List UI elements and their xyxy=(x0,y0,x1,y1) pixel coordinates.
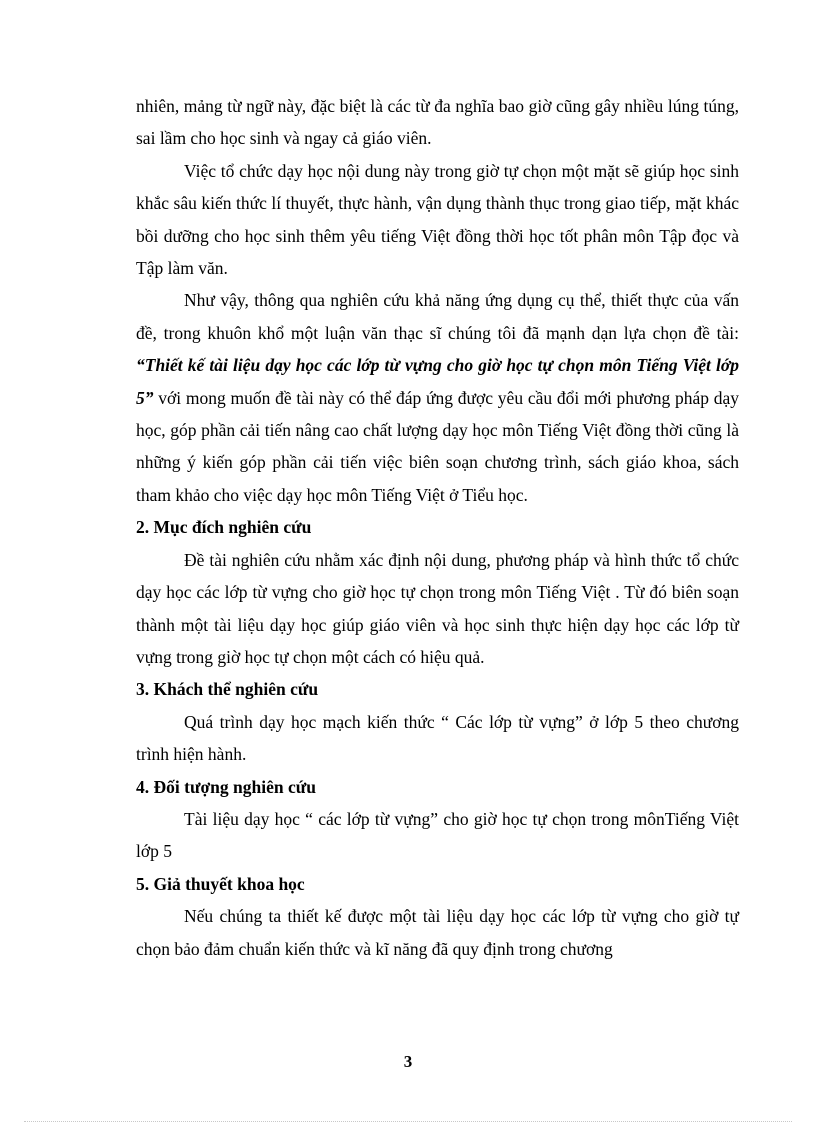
section-heading-object: 3. Khách thể nghiên cứu xyxy=(136,679,319,700)
paragraph-subject: Tài liệu dạy học “ các lớp từ vựng” cho giờ học tự chọn trong mônTiếng Việt lớp 5 xyxy=(136,808,739,862)
paragraph-hypothesis: Nếu chúng ta thiết kế được một tài liệu dạy học các lớp từ vựng cho giờ tự chọn bảo đảm chuẩn kiến thức và kĩ năng đã quy định trong chương xyxy=(136,906,739,959)
section-heading-hypothesis: 5. Giả thuyết khoa học xyxy=(136,873,305,894)
page-number: 3 xyxy=(403,1052,413,1071)
page-bottom-divider xyxy=(24,1121,792,1122)
paragraph-organization: Việc tổ chức dạy học nội dung này trong giờ tự chọn một mặt sẽ giúp học sinh khắc sâu kiến thức lí thuyết, thực hành, vận dụng thành thục trong giao tiếp, mặt khác bồi dưỡng cho học sinh thêm yêu tiếng Việt đồng thời học tốt phân môn Tập đọc và Tập làm văn. xyxy=(136,160,739,279)
section-heading-subject: 4. Đối tượng nghiên cứu xyxy=(136,776,316,797)
document-page xyxy=(136,90,739,965)
paragraph-continuation: nhiên, mảng từ ngữ này, đặc biệt là các từ đa nghĩa bao giờ cũng gây nhiều lúng túng, sai lầm cho học sinh và ngay cả giáo viên. xyxy=(136,96,739,149)
paragraph-purpose: Đề tài nghiên cứu nhằm xác định nội dung, phương pháp và hình thức tổ chức dạy học các lớp từ vựng cho giờ học tự chọn trong môn Tiếng Việt . Từ đó biên soạn thành một tài liệu dạy học giúp giáo viên và học sinh thực hiện dạy học các lớp từ vựng trong giờ học tự chọn một cách có hiệu quả. xyxy=(136,549,739,667)
paragraph-topic-outro: với mong muốn đề tài này có thể đáp ứng được yêu cầu đổi mới phương pháp dạy học, góp phần cải tiến nâng cao chất lượng dạy học môn Tiếng Việt đồng thời cũng là những ý kiến góp phần cải tiến việc biên soạn chương trình, sách giáo khoa, sách tham khảo cho việc dạy học môn Tiếng Việt ở Tiểu học. xyxy=(136,387,739,505)
thesis-title: “Thiết kế tài liệu dạy học các lớp từ vựng cho giờ học tự chọn môn Tiếng Việt lớp 5” xyxy=(136,355,739,408)
section-heading-purpose: 2. Mục đích nghiên cứu xyxy=(136,517,312,538)
paragraph-object: Quá trình dạy học mạch kiến thức “ Các lớp từ vựng” ở lớp 5 theo chương trình hiện hành. xyxy=(136,711,739,765)
paragraph-topic-intro: Như vậy, thông qua nghiên cứu khả năng ứng dụng cụ thể, thiết thực của vấn đề, trong khuôn khổ một luận văn thạc sĩ chúng tôi đã mạnh dạn lựa chọn đề tài: xyxy=(136,290,739,343)
paragraph-topic-choice xyxy=(136,284,739,511)
